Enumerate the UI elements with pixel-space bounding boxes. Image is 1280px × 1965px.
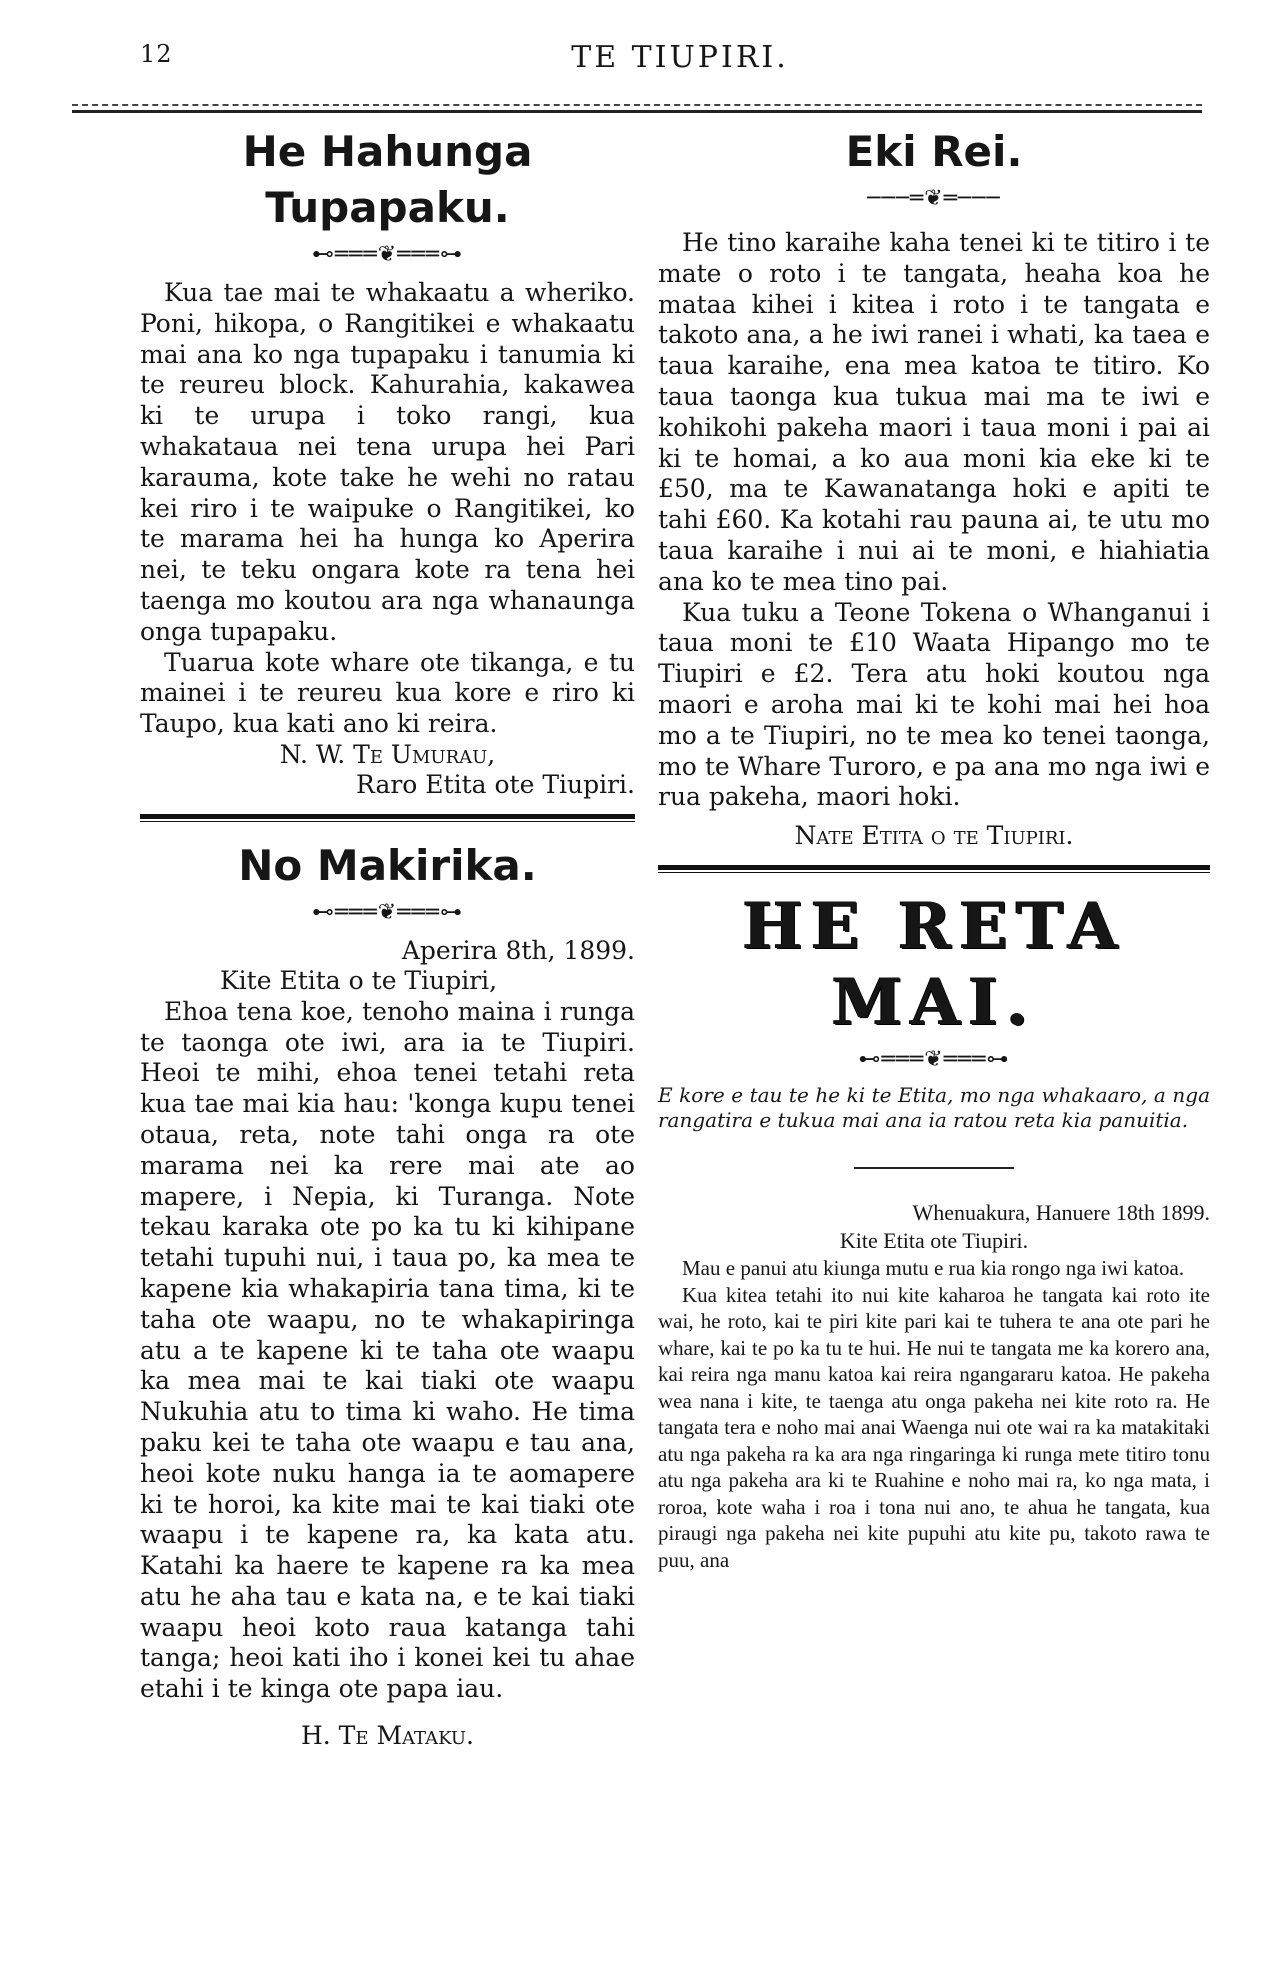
short-divider (854, 1167, 1014, 1169)
left-column (140, 124, 635, 1751)
letter-date: Aperira 8th, 1899. (401, 935, 635, 965)
page-number: 12 (140, 40, 173, 68)
section-divider (140, 814, 635, 822)
right-column (658, 124, 1210, 1573)
article-paragraph: Tuarua kote whare ote tikanga, e tu mainei i te reureu kua kore e riro ki Taupo, kua kati ano ki reira. (140, 647, 635, 739)
article-paragraph: Mau e panui atu kiunga mutu e rua kia rongo nga iwi katoa. (682, 1256, 1185, 1281)
article-headline-makirika: No Makirika. (238, 840, 537, 890)
editorial-disclaimer: E kore e tau te he ki te Etita, mo nga whakaaro, a nga rangatira e tukua mai ana ia ratou reta kia panuitia. (658, 1083, 1210, 1133)
ornament-divider-icon: ⊷═══❦═══⊶ (858, 1047, 1010, 1073)
letter-dateline: Whenuakura, Hanuere 18th 1899. (912, 1200, 1210, 1226)
signature-name: N. W. Te Umurau, (279, 739, 496, 769)
ornament-divider-icon: ───═❦═─── (867, 186, 1001, 211)
signature-title: Raro Etita ote Tiupiri. (356, 769, 635, 799)
article-headline-hahunga: He Hahunga Tupapaku. (242, 127, 533, 232)
header-rule (72, 110, 1202, 113)
running-title: TE TIUPIRI. (571, 40, 789, 75)
article-headline-eki-rei: Eki Rei. (845, 127, 1023, 176)
letter-signature: H. Te Mataku. (300, 1721, 474, 1751)
ornament-divider-icon: ⊷═══❦═══⊶ (312, 242, 463, 267)
ornament-divider-icon: ⊷═══❦═══⊶ (312, 899, 463, 925)
section-divider (658, 865, 1210, 873)
article-paragraph: Kua kitea tetahi ito nui kite kaharoa he tangata kai roto ite wai, he roto, kai te piri kite pari kai te tuhera te ana ote pari he whare, kai te po ka tu te hui. He nui te tangata me ka korero ana, kai reira nga manu katoa kai reira ngangararu katoa. He pakeha wea nana i kite, te taenga atu onga pakeha nei kite roto ra. He tangata tera e noho mai anai Waenga nui ote wai ra ka matakitaki atu nga pakeha ra ka ara nga ringaringa ki runga mete titiro tonu atu nga pakeha ara ki te Ruahine e noho mai ra, ko nga mata, i roroa, kote waha i roa i tona nui ano, te ahua he tangata, kua piraugi nga pakeha nei kite pupuhi atu kite pu, takoto rawa te puu, ana (658, 1282, 1210, 1572)
masthead-he-reta-mai: HE RETA MAI. (742, 889, 1126, 1041)
article-paragraph: Kua tae mai te whakaatu a wheriko. Poni, hikopa, o Rangitikei e whakaatu mai ana ko nga tupapaku i tanumia ki te reureu block. Kahurahia, kakawea ki te urupa i toko rangi, kua whakataua nei tena urupa hei Pari karauma, kote take he wehi no ratau kei riro i te waipuke o Rangitikei, ko te marama hei ha hunga ko Aperira nei, te teku ongara kote ra tena hei taenga mo koutou ara nga whanaunga onga tupapaku. (140, 278, 635, 646)
letter-salutation: Kite Etita o te Tiupiri, (220, 965, 498, 995)
article-signature: Nate Etita o te Tiupiri. (794, 821, 1074, 851)
header-rule-dashed (72, 104, 1202, 106)
article-paragraph: He tino karaihe kaha tenei ki te titiro i te mate o roto i te tangata, heaha koa he mataa kihei i kitea i roto i te tangata e takoto ana, a he iwi ranei i whati, ka taea e taua karaihe, ena mea katoa te titiro. Ko taua taonga kua tukua mai ma te iwi e kohikohi pakeha maori i taua moni i pai ai ki te homai, a ko aua moni kia eke ki te £50, ma te Kawanatanga hoki e apiti te tahi £60. Ka kotahi rau pauna ai, te utu mo taua karaihe i nui ai te moni, e hiahiatia ana ko te mea tino pai. (658, 228, 1210, 596)
article-paragraph: Kua tuku a Teone Tokena o Whanganui i taua moni te £10 Waata Hipango mo te Tiupiri e £2. Tera atu hoki koutou nga maori e aroha mai ki te kohi mai hei hoa mo a te Tiupiri, no te mea ko tenei taonga, mo te Whare Turoro, e pa ana mo nga iwi e rua pakeha, maori hoki. (658, 597, 1210, 812)
letter-salutation: Kite Etita ote Tiupiri. (839, 1228, 1029, 1254)
article-paragraph: Ehoa tena koe, tenoho maina i runga te taonga ote iwi, ara ia te Tiupiri. Heoi te mihi, ehoa tenei tetahi reta kua tae mai kia hau: 'konga kupu tenei otaua, reta, note tahi onga ra ote marama nei ka rere mai ate ao mapere, i Nepia, ki Turanga. Note tekau karaka ote po ka tu ki kihipane tetahi tupuhi nui, i taua po, ka mea te kapene kia whakapiria tana tima, ki te taha ote waapu, no te whakapiringa atu a te kapene ki te taha ote waapu ka mea mai te kai tiaki ote waapu Nukuhia atu to tima ki waho. He tima paku kei te taha ote waapu e tau ana, heoi kote nuku hanga ia te aomapere ki te horoi, ka kite mai te kai tiaki ote waapu i te kapene ra, ka kata atu. Katahi ka haere te kapene ra ka mea atu he aha tau e kata na, e te kai tiaki waapu heoi koto raua katanga tahi tanga; heoi kati iho i konei kei tu ahae etahi i te kinga ote papa iau. (140, 996, 635, 1704)
